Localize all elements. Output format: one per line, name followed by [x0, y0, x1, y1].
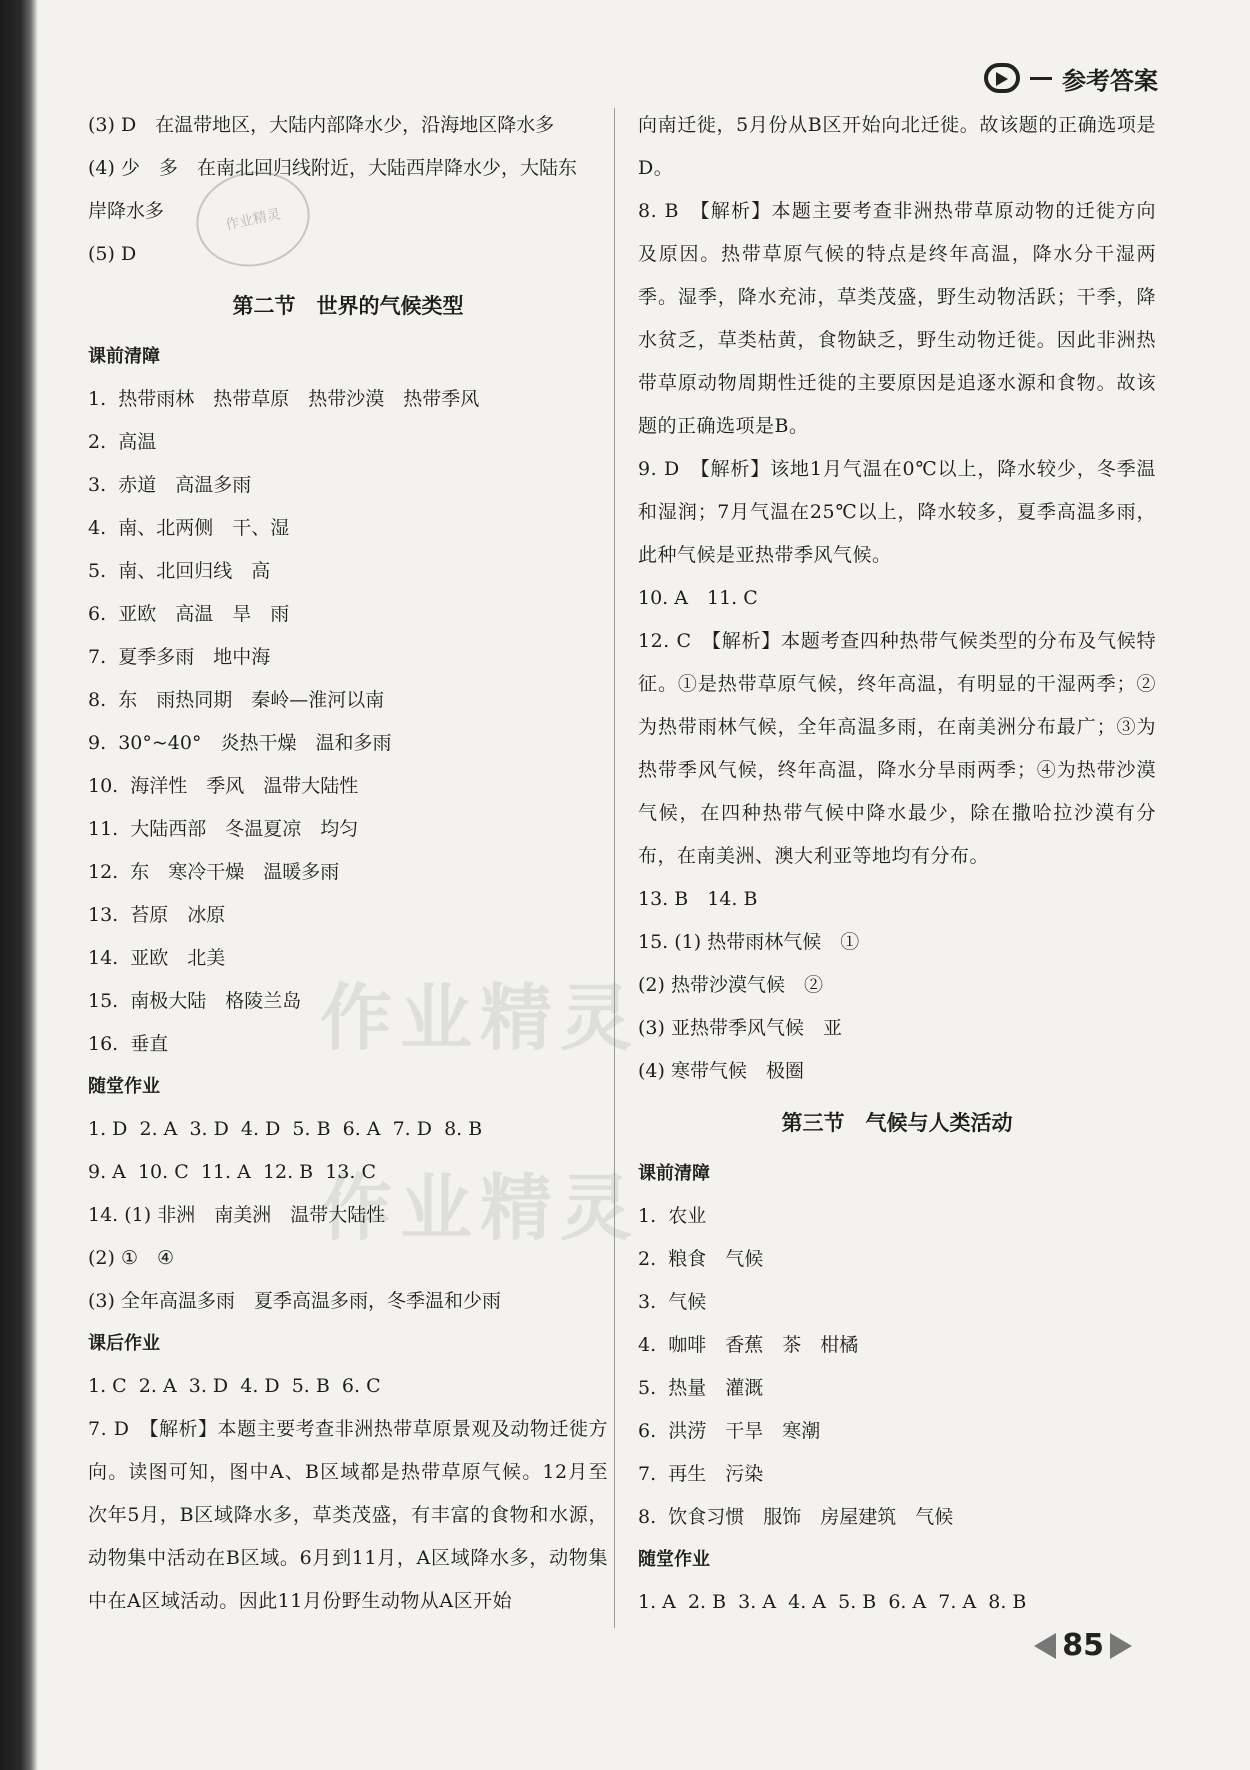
header-rule — [1030, 77, 1052, 80]
answer-line: 6. 洪涝 干旱 寒潮 — [638, 1420, 821, 1442]
answer-line: (5) D — [88, 243, 137, 265]
answer-line: (2) 热带沙漠气候 ② — [638, 974, 823, 996]
answer-paragraph: 向南迁徙，5月份从B区开始向北迁徙。故该题的正确选项是D。 — [638, 114, 1156, 179]
answer-line: 10. 海洋性 季风 温带大陆性 — [88, 775, 359, 797]
answer-line: 4. 南、北两侧 干、湿 — [88, 517, 290, 539]
answer-line: 9. 30°~40° 炎热干燥 温和多雨 — [88, 732, 392, 754]
left-column — [88, 104, 608, 1623]
header-title: 参考答案 — [1062, 66, 1158, 95]
stamp-watermark: 作业精灵 — [187, 161, 318, 277]
answer-line: 7. 夏季多雨 地中海 — [88, 646, 271, 668]
answer-line: 1. 农业 — [638, 1205, 707, 1227]
watermark: 作业精灵 — [320, 976, 641, 1060]
arrow-right-icon — [1110, 1633, 1132, 1659]
subsection-title: 课前清障 — [638, 1163, 710, 1184]
subsection-title: 课前清障 — [88, 346, 160, 367]
answer-line: 7. 再生 污染 — [638, 1463, 764, 1485]
section-title: 第三节 气候与人类活动 — [781, 1110, 1013, 1135]
answer-line: 6. 亚欧 高温 旱 雨 — [88, 603, 290, 625]
answer-line: 16. 垂直 — [88, 1033, 169, 1055]
right-column — [638, 104, 1156, 1624]
answer-line: 1. 热带雨林 热带草原 热带沙漠 热带季风 — [88, 388, 480, 410]
answer-line: 1. C 2. A 3. D 4. D 5. B 6. C — [88, 1375, 381, 1397]
answer-line: (3) D 在温带地区，大陆内部降水少，沿海地区降水多 — [88, 114, 555, 136]
answer-line: (4) 寒带气候 极圈 — [638, 1060, 804, 1082]
answer-line: (4) 少 多 在南北回归线附近，大陆西岸降水少，大陆东 — [88, 157, 577, 179]
answer-line: (2) ① ④ — [88, 1247, 175, 1269]
answer-logo-icon — [984, 63, 1020, 93]
answer-line: 1. D 2. A 3. D 4. D 5. B 6. A 7. D 8. B — [88, 1118, 483, 1140]
answer-line: 2. 粮食 气候 — [638, 1248, 764, 1270]
page-number — [1034, 1628, 1132, 1663]
answer-line: (3) 全年高温多雨 夏季高温多雨，冬季温和少雨 — [88, 1290, 501, 1312]
column-divider — [614, 108, 615, 1628]
answer-line: 3. 气候 — [638, 1291, 707, 1313]
answer-line: 3. 赤道 高温多雨 — [88, 474, 252, 496]
answer-line: 1. A 2. B 3. A 4. A 5. B 6. A 7. A 8. B — [638, 1591, 1027, 1613]
answer-line: 2. 高温 — [88, 431, 157, 453]
answer-line: 15. 南极大陆 格陵兰岛 — [88, 990, 302, 1012]
arrow-left-icon — [1034, 1633, 1056, 1659]
answer-paragraph: 8. B 【解析】本题主要考查非洲热带草原动物的迁徙方向及原因。热带草原气候的特点是终年高温，降水分干湿两季。湿季，降水充沛，草类茂盛，野生动物活跃；干季，降水贫乏，草类枯黄，食物缺乏，野生动物迁徙。因此非洲热带草原动物周期性迁徙的主要原因是追逐水源和食物。故该题的正确选项是B。 — [638, 200, 1156, 437]
answer-line: (3) 亚热带季风气候 亚 — [638, 1017, 842, 1039]
answer-line: 5. 南、北回归线 高 — [88, 560, 271, 582]
watermark: 作业精灵 — [320, 1166, 641, 1250]
section-title: 第二节 世界的气候类型 — [232, 293, 464, 318]
answer-line: 9. A 10. C 11. A 12. B 13. C — [88, 1161, 376, 1183]
answer-line: 5. 热量 灌溉 — [638, 1377, 764, 1399]
answer-line: 13. 苔原 冰原 — [88, 904, 226, 926]
answer-line: 14. (1) 非洲 南美洲 温带大陆性 — [88, 1204, 386, 1226]
answer-line: 15. (1) 热带雨林气候 ① — [638, 931, 860, 953]
answer-line: 12. 东 寒冷干燥 温暖多雨 — [88, 861, 340, 883]
answer-line: 岸降水多 — [88, 200, 165, 222]
answer-line: 13. B 14. B — [638, 888, 758, 910]
answer-line: 8. 饮食习惯 服饰 房屋建筑 气候 — [638, 1506, 954, 1528]
page-header — [984, 58, 1158, 98]
answer-paragraph: 12. C 【解析】本题考查四种热带气候类型的分布及气候特征。①是热带草原气候，终年高温，有明显的干湿两季；②为热带雨林气候，全年高温多雨，在南美洲分布最广；③为热带季风气候，终年高温，降水分旱雨两季；④为热带沙漠气候，在四种热带气候中降水最少，除在撒哈拉沙漠有分布，在南美洲、澳大利亚等地均有分布。 — [638, 630, 1156, 867]
answer-line: 4. 咖啡 香蕉 茶 柑橘 — [638, 1334, 859, 1356]
page-binding-edge — [0, 0, 38, 1770]
answer-paragraph: 7. D 【解析】本题主要考查非洲热带草原景观及动物迁徙方向。读图可知，图中A、B区域都是热带草原气候。12月至次年5月，B区域降水多，草类茂盛，有丰富的食物和水源，动物集中活动在B区域。6月到11月，A区域降水多，动物集中在A区域活动。因此11月份野生动物从A区开始 — [88, 1418, 608, 1612]
answer-line: 10. A 11. C — [638, 587, 758, 609]
answer-paragraph: 9. D 【解析】该地1月气温在0℃以上，降水较少，冬季温和湿润；7月气温在25℃以上，降水较多，夏季高温多雨，此种气候是亚热带季风气候。 — [638, 458, 1156, 566]
subsection-title: 课后作业 — [88, 1333, 160, 1354]
answer-line: 14. 亚欧 北美 — [88, 947, 226, 969]
answer-line: 8. 东 雨热同期 秦岭—淮河以南 — [88, 689, 385, 711]
answer-line: 11. 大陆西部 冬温夏凉 均匀 — [88, 818, 359, 840]
page-number-text: 85 — [1062, 1628, 1104, 1663]
subsection-title: 随堂作业 — [638, 1549, 710, 1570]
subsection-title: 随堂作业 — [88, 1076, 160, 1097]
